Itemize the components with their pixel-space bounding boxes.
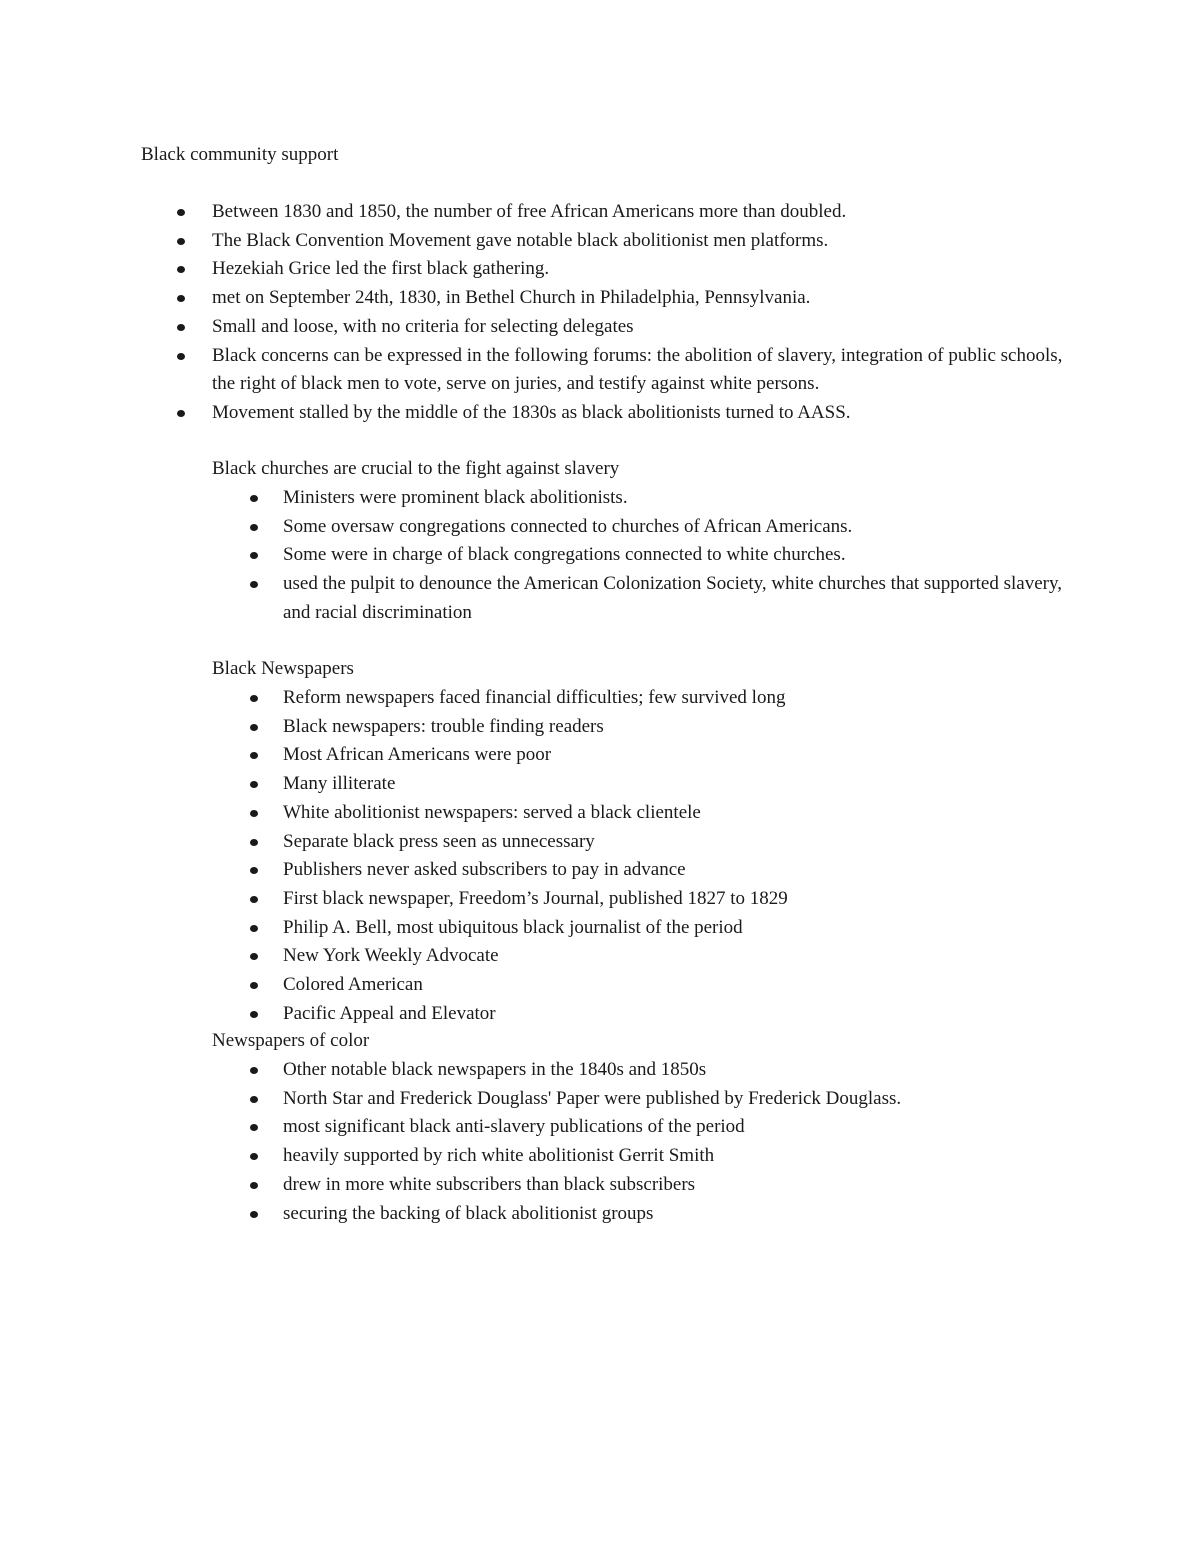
list-item-text: used the pulpit to denounce the American Colonization Society, white churches that supported slavery, and racial discrimination <box>283 573 1062 623</box>
list-item <box>212 399 1072 428</box>
bullet-dot-icon <box>250 524 258 531</box>
bullet-dot-icon <box>177 410 185 417</box>
list-item <box>283 942 1073 971</box>
section-heading-churches: Black churches are crucial to the fight against slavery <box>212 458 620 479</box>
list-item <box>283 971 1073 1000</box>
list-item-text: Hezekiah Grice led the first black gathering. <box>212 258 550 280</box>
list-item <box>283 799 1073 828</box>
list-item <box>283 684 1073 713</box>
bullet-dot-icon <box>250 552 258 559</box>
list-item <box>283 570 1073 627</box>
list-item-text: White abolitionist newspapers: served a black clientele <box>283 801 701 823</box>
list-item <box>212 255 1072 284</box>
list-item <box>212 198 1072 227</box>
list-item-text: Between 1830 and 1850, the number of free African Americans more than doubled. <box>212 201 847 222</box>
list-item-text: Philip A. Bell, most ubiquitous black journalist of the period <box>283 916 743 938</box>
bullet-dot-icon <box>250 781 258 788</box>
list-item-text: heavily supported by rich white abolitionist Gerrit Smith <box>283 1145 715 1167</box>
bullet-dot-icon <box>250 810 258 817</box>
list-item-text: Small and loose, with no criteria for selecting delegates <box>212 315 634 337</box>
newspapers-of-color-bullet-list <box>283 1056 1073 1228</box>
list-item <box>283 713 1073 742</box>
bullet-dot-icon <box>250 752 258 759</box>
list-item <box>283 1171 1073 1200</box>
list-item <box>283 828 1073 857</box>
list-item <box>283 1200 1073 1229</box>
bullet-dot-icon <box>250 953 258 960</box>
bullet-dot-icon <box>177 209 185 216</box>
bullet-dot-icon <box>250 896 258 903</box>
bullet-dot-icon <box>177 295 185 302</box>
list-item <box>283 1085 1073 1114</box>
newspapers-bullet-list <box>283 684 1073 1028</box>
section-heading-black-newspapers: Black Newspapers <box>212 658 354 679</box>
bullet-dot-icon <box>250 695 258 702</box>
list-item <box>212 313 1072 342</box>
list-item-text: Other notable black newspapers in the 1840s and 1850s <box>283 1059 707 1080</box>
bullet-dot-icon <box>177 238 185 245</box>
bullet-dot-icon <box>250 839 258 846</box>
bullet-dot-icon <box>250 1211 258 1218</box>
list-item-text: drew in more white subscribers than black subscribers <box>283 1173 696 1195</box>
list-item <box>283 856 1073 885</box>
list-item <box>283 484 1073 513</box>
list-item-text: Some were in charge of black congregations connected to white churches. <box>283 544 846 566</box>
list-item <box>283 914 1073 943</box>
list-item-text: securing the backing of black abolitionist groups <box>283 1202 654 1224</box>
list-item-text: Separate black press seen as unnecessary <box>283 830 595 852</box>
list-item-text: First black newspaper, Freedom’s Journal, published 1827 to 1829 <box>283 887 788 909</box>
list-item-text: Black concerns can be expressed in the following forums: the abolition of slavery, integration of public schools, the right of black men to vote, serve on juries, and testify against white persons. <box>212 344 1063 395</box>
churches-bullet-list <box>283 484 1073 628</box>
list-item-text: Pacific Appeal and Elevator <box>283 1002 496 1024</box>
list-item <box>212 284 1072 313</box>
list-item <box>283 1056 1073 1085</box>
list-item-text: Some oversaw congregations connected to churches of African Americans. <box>283 515 853 537</box>
bullet-dot-icon <box>177 324 185 331</box>
bullet-dot-icon <box>250 724 258 731</box>
list-item <box>212 227 1072 256</box>
list-item-text: Black newspapers: trouble finding readers <box>283 715 604 737</box>
list-item <box>283 513 1073 542</box>
bullet-dot-icon <box>250 1011 258 1018</box>
bullet-dot-icon <box>250 1124 258 1131</box>
list-item <box>283 1142 1073 1171</box>
bullet-dot-icon <box>177 266 185 273</box>
list-item <box>283 541 1073 570</box>
bullet-dot-icon <box>250 581 258 588</box>
list-item <box>283 885 1073 914</box>
bullet-dot-icon <box>250 1067 258 1074</box>
list-item-text: Reform newspapers faced financial difficulties; few survived long <box>283 687 786 708</box>
list-item <box>212 342 1072 399</box>
list-item <box>283 1000 1073 1029</box>
list-item <box>283 741 1073 770</box>
section-heading-newspapers-of-color: Newspapers of color <box>212 1030 370 1051</box>
document-title: Black community support <box>141 144 339 165</box>
list-item-text: The Black Convention Movement gave notable black abolitionist men platforms. <box>212 229 829 251</box>
list-item <box>283 1113 1073 1142</box>
bullet-dot-icon <box>250 925 258 932</box>
bullet-dot-icon <box>250 982 258 989</box>
bullet-dot-icon <box>250 1182 258 1189</box>
list-item-text: Movement stalled by the middle of the 1830s as black abolitionists turned to AASS. <box>212 401 851 423</box>
list-item-text: Publishers never asked subscribers to pay in advance <box>283 859 686 881</box>
main-bullet-list <box>212 198 1072 428</box>
list-item-text: Colored American <box>283 974 423 996</box>
bullet-dot-icon <box>250 1153 258 1160</box>
list-item-text: Most African Americans were poor <box>283 744 552 766</box>
list-item-text: Ministers were prominent black abolitionists. <box>283 487 628 508</box>
bullet-dot-icon <box>250 1096 258 1103</box>
list-item-text: Many illiterate <box>283 773 396 795</box>
list-item-text: New York Weekly Advocate <box>283 945 499 967</box>
list-item <box>283 770 1073 799</box>
bullet-dot-icon <box>177 353 185 360</box>
bullet-dot-icon <box>250 867 258 874</box>
list-item-text: North Star and Frederick Douglass' Paper were published by Frederick Douglass. <box>283 1087 902 1109</box>
list-item-text: most significant black anti-slavery publications of the period <box>283 1116 745 1138</box>
list-item-text: met on September 24th, 1830, in Bethel Church in Philadelphia, Pennsylvania. <box>212 287 811 309</box>
bullet-dot-icon <box>250 495 258 502</box>
